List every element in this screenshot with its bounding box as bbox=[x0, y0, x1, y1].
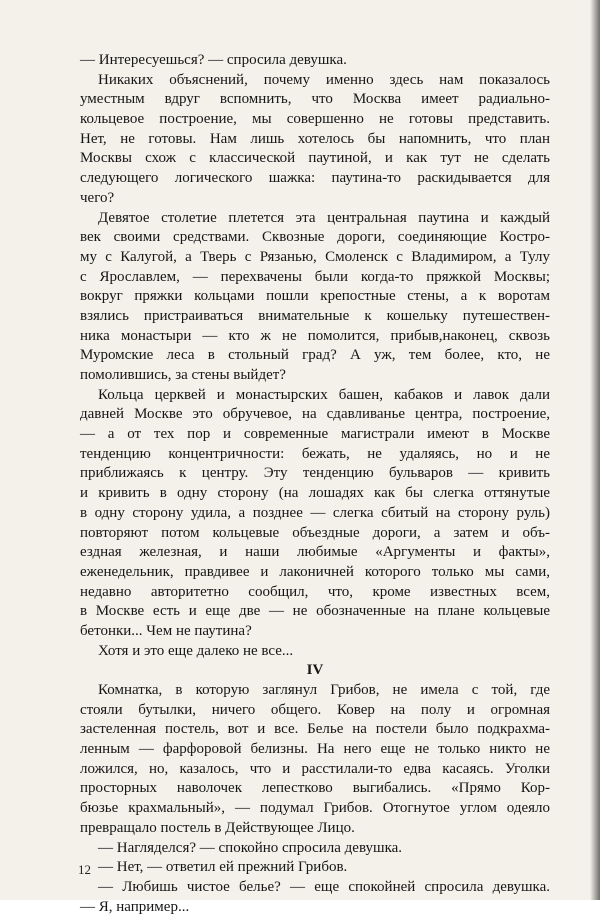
text-line: — Интересуешься? — спросила девушка. bbox=[80, 52, 347, 68]
text-line: еженедельник, правдивее и лаконичней которого только мы сами, bbox=[80, 563, 550, 580]
text-line: вокруг пряжки кольцами пошли крепостные стены, а к воротам bbox=[80, 288, 550, 305]
text-line: взялись пристраиваться внимательные к кошельку путешествен- bbox=[80, 307, 550, 324]
text-line: превращало постель в Действующее Лицо. bbox=[80, 819, 355, 836]
body-text bbox=[80, 51, 550, 917]
text-line: Муромские леса в стольный град? А уж, тем более, кто, не bbox=[80, 347, 550, 364]
text-line: ника монастыри — кто ж не помолится, прибыв,наконец, сквозь bbox=[80, 327, 550, 344]
text-line: помолившись, за стены выйдет? bbox=[80, 367, 286, 383]
text-line: давней Москве это обручевое, на сдавливанье центра, построение, bbox=[80, 406, 550, 423]
text-line: Нет, не готовы. Нам лишь хотелось бы напомнить, что план bbox=[80, 130, 550, 147]
text-line: Хотя и это еще далеко не все... bbox=[98, 642, 294, 659]
text-line: Никаких объяснений, почему именно здесь нам показалось bbox=[98, 71, 550, 88]
text-line: Кольца церквей и монастырских башен, кабаков и лавок дали bbox=[98, 386, 550, 403]
text-line: ложился, но, казалось, что и расстилали-то едва касаясь. Уголки bbox=[80, 760, 550, 777]
text-line: век своими средствами. Сквозные дороги, соединяющие Костро- bbox=[80, 229, 550, 246]
text-line: стояли бутылки, ничего общего. Ковер на полу и огромная bbox=[80, 701, 550, 718]
text-line: Комнатка, в которую заглянул Грибов, не имела с той, где bbox=[98, 682, 550, 698]
text-line: — Любишь чистое белье? — еще спокойней спросила девушка. bbox=[98, 878, 550, 895]
text-line: — Я, например... bbox=[80, 898, 190, 915]
text-line: му с Калугой, а Тверь с Рязанью, Смоленск с Владимиром, а Тулу bbox=[80, 248, 550, 265]
page-number: 12 bbox=[78, 862, 91, 877]
text-line: повторяют потом кольцевые объездные дороги, а затем и объ- bbox=[80, 524, 550, 541]
text-line: Девятое столетие плетется эта центральная паутина и каждый bbox=[98, 209, 550, 226]
text-line: застеленная постель, вот и все. Белье на постели было подкрахма- bbox=[80, 721, 550, 738]
text-line: ездная железная, и наши любимые «Аргументы и факты», bbox=[80, 544, 550, 561]
text-line: приближаясь к центру. Эту тенденцию бульваров — кривить bbox=[80, 465, 550, 482]
text-line: бюзье крахмальный», — подумал Грибов. Отогнутое углом одеяло bbox=[80, 800, 550, 817]
text-line: недавно авторитетно сообщил, что, кроме известных всем, bbox=[80, 583, 550, 600]
text-line: — Нет, — ответил ей прежний Грибов. bbox=[98, 859, 348, 876]
text-line: тенденцию концентричности: бежать, не удаляясь, но и не bbox=[80, 445, 550, 462]
text-line: просторных наволочек лепестково выгибались. «Прямо Кор- bbox=[80, 780, 550, 797]
chapter-heading: IV bbox=[306, 662, 324, 679]
text-line: уместным вдруг вспомнить, что Москва имеет радиально- bbox=[80, 91, 550, 108]
text-line: — Нагляделся? — спокойно спросила девушка. bbox=[98, 839, 403, 856]
text-line: в одну сторону удила, а позднее — слегка сбитый на сторону руль) bbox=[80, 504, 550, 521]
text-line: — а от тех пор и современные магистрали имеют в Москве bbox=[80, 426, 550, 443]
text-line: и кривить в одну сторону (на лошадях как бы слегка оттянутые bbox=[80, 485, 550, 502]
text-line: чего? bbox=[80, 189, 115, 206]
text-line: кольцевое построение, мы совершенно не готовы представить. bbox=[80, 111, 550, 128]
text-line: ленным — фарфоровой белизны. На него еще не только никто не bbox=[80, 741, 550, 758]
text-line: Москвы схож с классической паутиной, и как тут не сделать bbox=[80, 150, 550, 167]
text-line: бетонки... Чем не паутина? bbox=[80, 622, 252, 639]
text-line: с Ярославлем, — перехвачены были когда-то пряжкой Москвы; bbox=[80, 268, 550, 285]
text-line: следующего логического шажка: паутина-то раскидывается для bbox=[80, 170, 550, 187]
text-line: в Москве есть и еще две — не обозначенные на плане кольцевые bbox=[80, 603, 550, 620]
